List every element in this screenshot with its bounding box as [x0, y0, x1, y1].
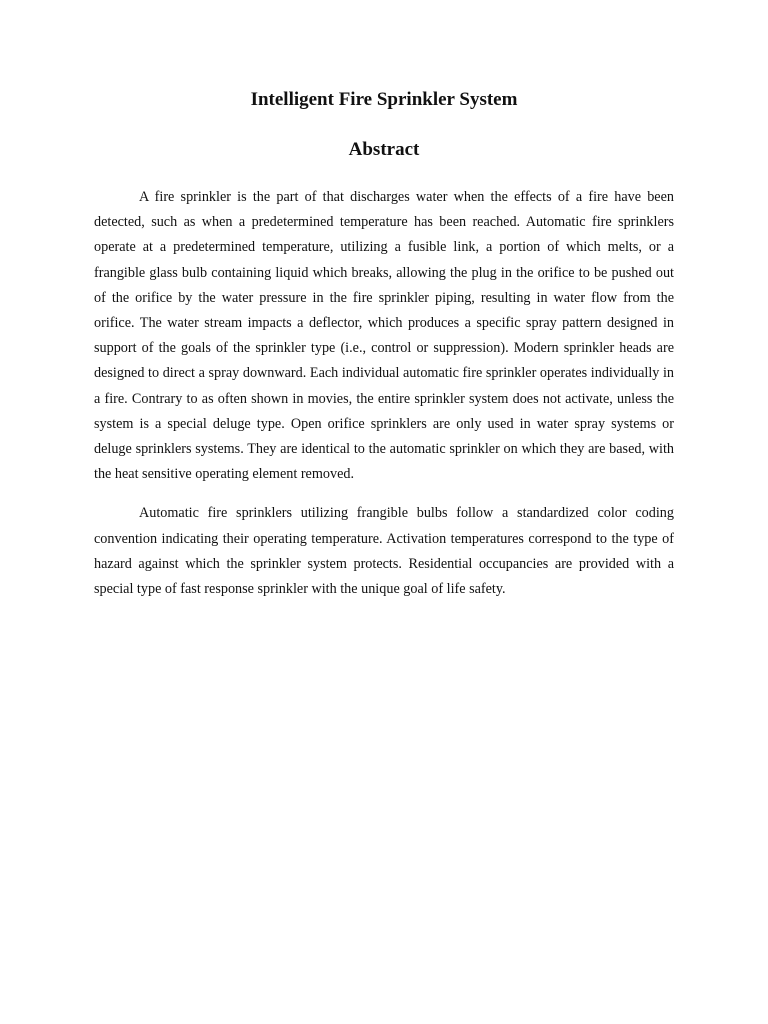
abstract-body: [94, 185, 674, 602]
section-heading: Abstract: [348, 139, 420, 160]
paragraph: Automatic fire sprinklers utilizing frangible bulbs follow a standardized color coding convention indicating their operating temperature. Activation temperatures correspond to the type of hazard against which the sprinkler system protects. Residential occupancies are provided with a special type of fast response sprinkler with the unique goal of life safety.: [94, 505, 674, 598]
document-title: Intelligent Fire Sprinkler System: [250, 89, 518, 110]
paragraph: A fire sprinkler is the part of that discharges water when the effects of a fire have been detected, such as when a predetermined temperature has been reached. Automatic fire sprinklers operate at a predetermined temperature, utilizing a fusible link, a portion of which melts, or a frangible glass bulb containing liquid which breaks, allowing the plug in the orifice to be pushed out of the orifice by the water pressure in the fire sprinkler piping, resulting in water flow from the orifice. The water stream impacts a deflector, which produces a specific spray pattern designed in support of the goals of the sprinkler type (i.e., control or suppression). Modern sprinkler heads are designed to direct a spray downward. Each individual automatic fire sprinkler operates individually in a fire. Contrary to as often shown in movies, the entire sprinkler system does not activate, unless the system is a special deluge type. Open orifice sprinklers are only used in water spray systems or deluge sprinklers systems. They are identical to the automatic sprinkler on which they are based, with the heat sensitive operating element removed.: [94, 189, 674, 483]
